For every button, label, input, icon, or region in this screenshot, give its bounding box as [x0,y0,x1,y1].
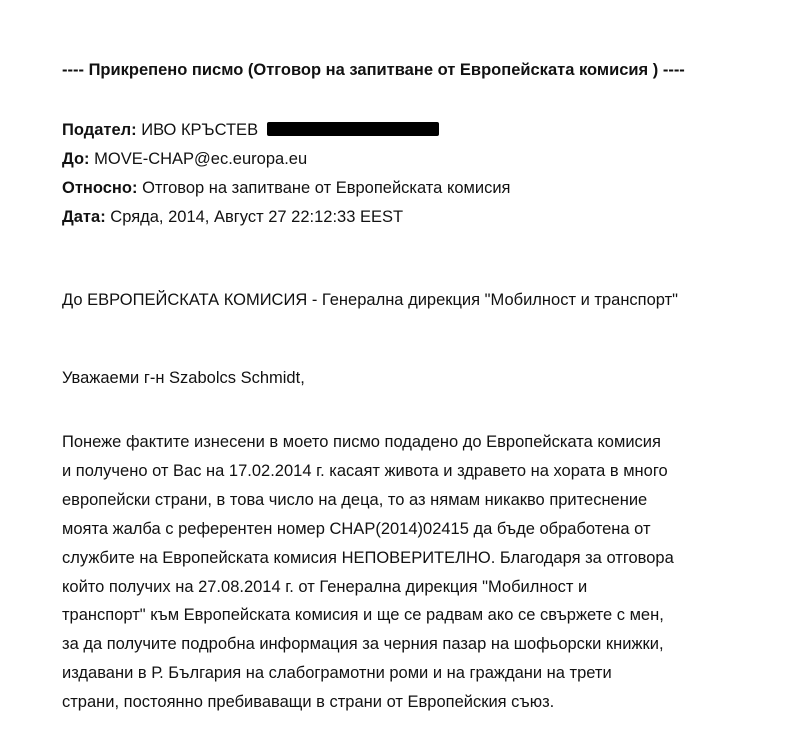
email-meta [62,116,511,232]
date-row [62,203,511,232]
body-line: и получено от Вас на 17.02.2014 г. касаят живота и здравето на хората в много [62,461,668,480]
from-value: ИВО КРЪСТЕВ [141,121,259,139]
subject-row [62,174,511,203]
body-line: който получих на 27.08.2014 г. от Генерална дирекция "Мобилност и [62,577,588,596]
to-value: MOVE-CHAP@ec.europa.eu [94,150,308,168]
subject-value: Отговор на запитване от Европейската комисия [142,179,511,197]
attached-letter-header: ---- Прикрепено писмо (Отговор на запитване от Европейската комисия ) ---- [62,61,685,79]
body-line: издавани в Р. България на слабограмотни роми и на граждани на трети [62,664,612,683]
body-line: Понеже фактите изнесени в моето писмо подадено до Европейската комисия [62,433,661,451]
body-line: службите на Европейската комисия НЕПОВЕРИТЕЛНО. Благодаря за отговора [62,548,674,567]
body-line: европейски страни, в това число на деца, то аз нямам никакво притеснение [62,490,648,509]
body-line: за да получите подробна информация за черния пазар на шофьорски книжки, [62,635,664,654]
to-row [62,145,511,174]
from-row [62,116,511,145]
body-paragraph [62,428,674,717]
to-label: До: [62,150,90,168]
from-label: Подател: [62,121,137,139]
date-value: Сряда, 2014, Август 27 22:12:33 EEST [110,208,404,226]
greeting: Уважаеми г-н Szabolcs Schmidt, [62,369,305,387]
body-line: транспорт" към Европейската комисия и ще се радвам ако се свържете с мен, [62,606,664,625]
subject-label: Относно: [62,179,138,197]
date-label: Дата: [62,208,106,226]
body-line: страни, постоянно пребиваващи в страни от Европейския съюз. [62,693,555,712]
body-line: моята жалба с референтен номер CHAP(2014)02415 да бъде обработена от [62,519,651,538]
recipient-line: До ЕВРОПЕЙСКАТА КОМИСИЯ - Генерална дирекция "Мобилност и транспорт" [62,291,679,309]
redacted-email-bar [267,122,439,136]
